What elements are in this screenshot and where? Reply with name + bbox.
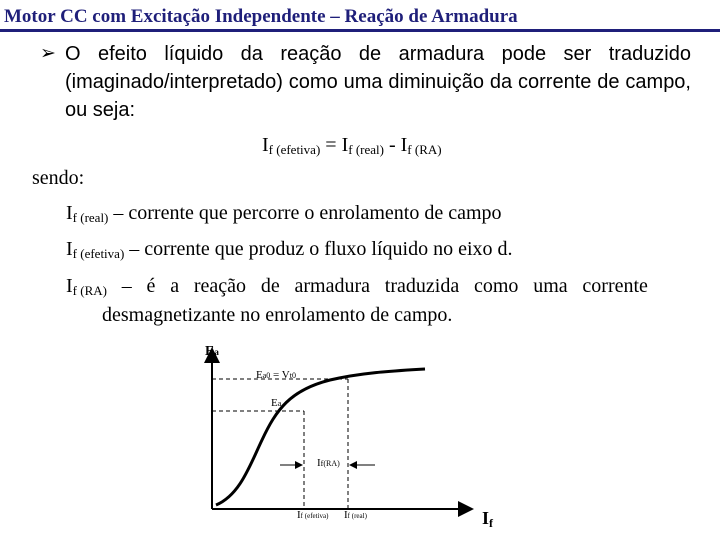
ea0-label: Ea0 = Vt0	[256, 369, 296, 381]
definition-if-real: $I_{f (real)}$ – corrente que percorre o enrolamento de campo	[66, 202, 502, 225]
if-efetiva-axis-label: If (efetiva)	[297, 509, 329, 521]
ea-label: Ea	[271, 397, 282, 409]
if-real-axis-label: If (real)	[344, 509, 367, 521]
definition-if-ra: $I_{f (RA)}$ – é a reação de armadura traduzida como uma corrente desmagnetizante no enrolamento de campo.	[66, 275, 648, 326]
magnetization-curve-diagram	[180, 335, 510, 535]
sendo-label: sendo:	[32, 167, 85, 189]
definition-if-efetiva: $I_{f (efetiva)}$ – corrente que produz o fluxo líquido no eixo d.	[66, 238, 513, 261]
slide-title: Motor CC com Excitação Independente – Reação de Armadura	[4, 6, 518, 27]
title-underline	[0, 29, 720, 32]
x-axis-label: If	[482, 508, 494, 530]
arrow-bullet-icon: ➢	[40, 42, 56, 64]
ifra-label: If(RA)	[317, 457, 340, 469]
intro-paragraph	[65, 40, 691, 124]
intro-line-3: ou seja:	[65, 99, 136, 121]
y-axis-label: Ea	[205, 344, 219, 359]
intro-line-2: (imaginado/interpretado) como uma diminuição da corrente de campo,	[65, 71, 691, 93]
intro-line-1: O efeito líquido da reação de armadura pode ser traduzido	[65, 43, 691, 65]
field-current-equation: $I_{f (efetiva)} = I_{f (real)} - I_{f (RA)}$	[262, 134, 442, 157]
magnetization-curve	[216, 369, 425, 505]
